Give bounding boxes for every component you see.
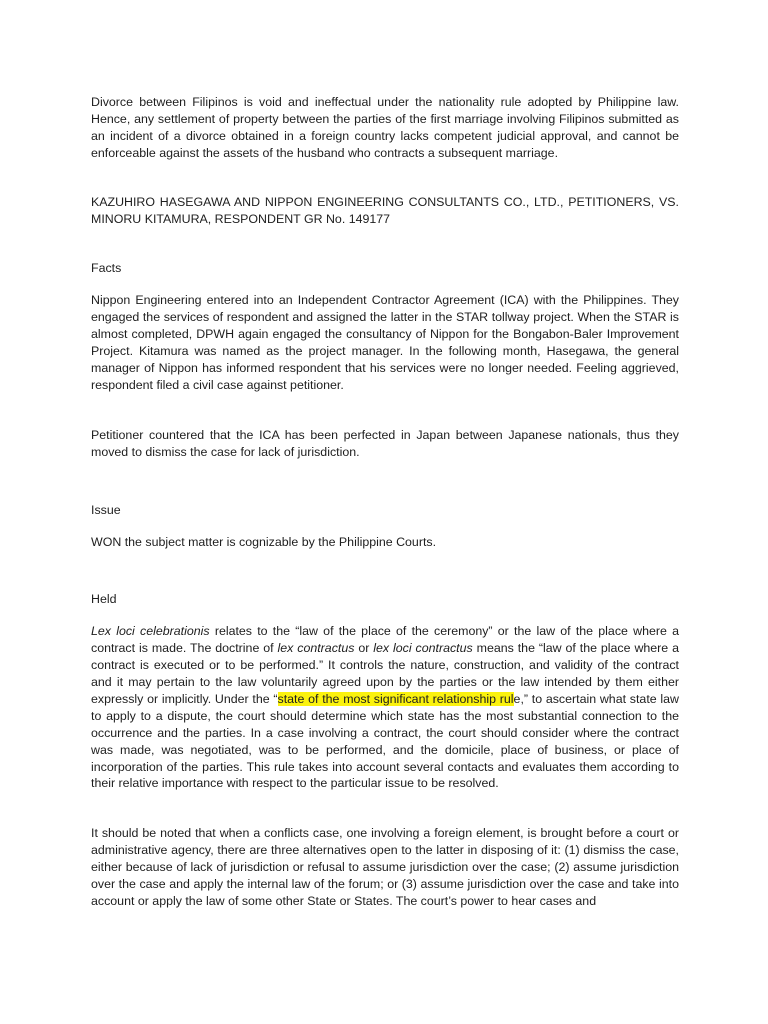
facts-heading: Facts <box>91 261 122 276</box>
document-page <box>91 94 679 910</box>
term-lex-contractus: lex contractus <box>277 641 355 656</box>
issue-text: WON the subject matter is cognizable by the Philippine Courts. <box>91 534 437 549</box>
held-text-segment: or <box>354 641 374 656</box>
held-paragraph-1 <box>91 623 679 792</box>
held-heading: Held <box>91 592 117 607</box>
held-text-segment: relates to the “law of the place of the ceremony” or the law of the place where a contract is made. The doctrine of <box>91 624 679 656</box>
case-title: KAZUHIRO HASEGAWA AND NIPPON ENGINEERING CONSULTANTS CO., LTD., PETITIONERS, VS. MINORU KITAMURA, RESPONDENT GR No. 149177 <box>91 194 679 226</box>
held-paragraph-2: It should be noted that when a conflicts case, one involving a foreign element, is brought before a court or administrative agency, there are three alternatives open to the latter in disposing of it: (1) dismiss the case, either because of lack of jurisdiction or refusal to assume jurisdiction over the case; (2) assume jurisdiction over the case and apply the internal law of the forum; or (3) assume jurisdiction over the case and take into account or apply the law of some other State or States. The court’s power to hear cases and <box>91 826 679 908</box>
term-lex-loci-contractus: lex loci contractus <box>373 641 473 656</box>
held-text-segment: e,” to ascertain what state law to apply to a dispute, the court should determine which state has the most substantial connection to the occurrence and the parties. In a case involving a contract, the court should consider where the contract was made, was negotiated, was to be performed, and the domicile, place of business, or place of incorporation of the parties. This rule takes into account several contacts and evaluates them according to their relative importance with respect to the particular issue to be resolved. <box>91 691 679 791</box>
intro-paragraph: Divorce between Filipinos is void and ineffectual under the nationality rule adopted by Philippine law. Hence, any settlement of property between the parties of the first marriage involving Filipinos submitted as an incident of a divorce obtained in a foreign country lacks competent judicial approval, and cannot be enforceable against the assets of the husband who contracts a subsequent marriage. <box>91 95 679 160</box>
term-lex-loci-celebrationis: Lex loci celebrationis <box>91 624 210 639</box>
facts-paragraph-1: Nippon Engineering entered into an Independent Contractor Agreement (ICA) with the Philippines. They engaged the services of respondent and assigned the latter in the STAR tollway project. When the STAR is almost completed, DPWH again engaged the consultancy of Nippon for the Bongabon-Baler Improvement Project. Kitamura was named as the project manager. In the following month, Hasegawa, the general manager of Nippon has informed respondent that his services were no longer needed. Feeling aggrieved, respondent filed a civil case against petitioner. <box>91 293 679 392</box>
facts-paragraph-2: Petitioner countered that the ICA has been perfected in Japan between Japanese nationals, thus they moved to dismiss the case for lack of jurisdiction. <box>91 427 679 459</box>
highlighted-rule: state of the most significant relationship rul <box>277 691 514 706</box>
held-text-segment: means the “law of the place where a contract is executed or to be performed.” It controls the nature, construction, and validity of the contract and it may pertain to the law voluntarily agreed upon by the parties or the law intended by them either expressly or implicitly. Under the “ <box>91 641 679 706</box>
issue-heading: Issue <box>91 502 121 517</box>
